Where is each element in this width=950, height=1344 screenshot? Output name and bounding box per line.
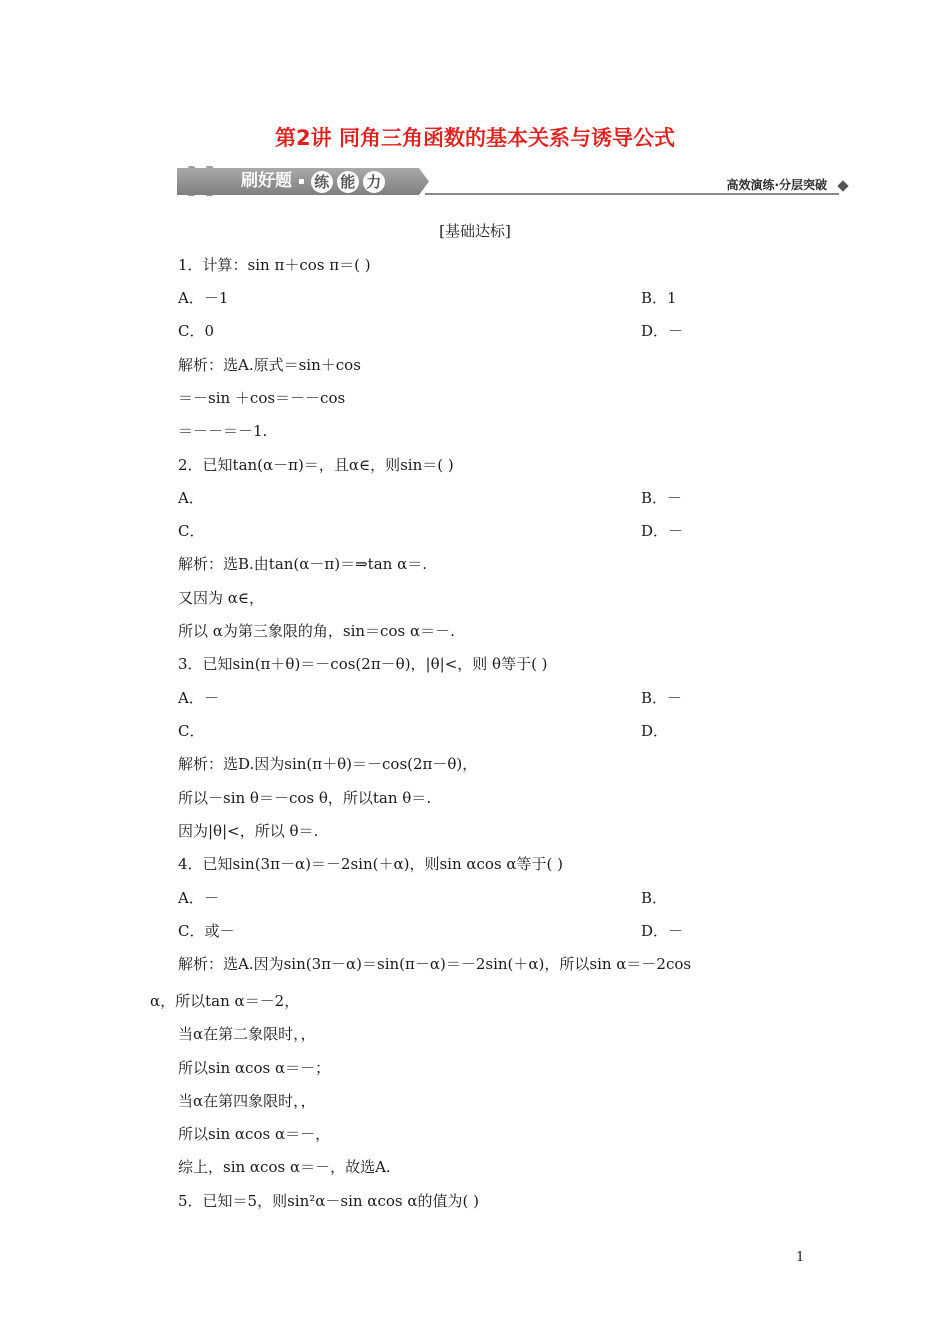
banner-tagline: 高效演练·分层突破: [726, 178, 827, 192]
option-right: D．: [641, 722, 669, 740]
section-heading: [基础达标]: [439, 222, 511, 240]
text-line: 当α在第四象限时，，: [178, 1092, 316, 1110]
option-right: D．－: [641, 522, 684, 540]
text-line: A．－1: [178, 289, 229, 307]
text-line: A．－: [178, 889, 219, 907]
banner-label: [241, 168, 386, 195]
text-line: C．0: [178, 322, 215, 340]
option-right: B．: [641, 889, 668, 907]
diamond-icon: [837, 180, 848, 191]
text-line: 所以－sin θ＝－cos θ，所以tan θ＝.: [178, 789, 432, 807]
text-line: 3．已知sin(π＋θ)＝－cos(2π－θ)，|θ|<，则 θ等于( ): [178, 655, 548, 673]
text-line: C．或－: [178, 922, 235, 940]
text-line: 解析：选A.因为sin(3π－α)＝sin(π－α)＝－2sin(＋α)，所以sin α＝－2cos: [178, 955, 692, 973]
page-title: 第2讲 同角三角函数的基本关系与诱导公式: [275, 126, 675, 150]
text-line: ＝－－＝－1.: [178, 422, 268, 440]
option-right: B．－: [641, 489, 683, 507]
text-line: 综上，sin αcos α＝－，故选A.: [178, 1158, 391, 1176]
banner-dot: ▪: [298, 176, 305, 187]
text-line: 所以 α为第三象限的角，sin＝cos α＝－.: [178, 622, 455, 640]
text-line: 所以sin αcos α＝－；: [178, 1059, 331, 1077]
page-number: 1: [796, 1250, 805, 1265]
option-right: B．1: [641, 289, 677, 307]
text-line: 当α在第二象限时，，: [178, 1025, 316, 1043]
section-banner: [177, 160, 849, 200]
option-right: D．－: [641, 322, 684, 340]
text-line: 所以sin αcos α＝－，: [178, 1125, 331, 1143]
text-line: 5．已知＝5，则sin²α－sin αcos α的值为( ): [178, 1192, 479, 1210]
banner-rule: [425, 193, 839, 195]
text-line: 又因为 α∈，: [178, 589, 265, 607]
text-line: C．: [178, 522, 205, 540]
text-line: C．: [178, 722, 205, 740]
text-line: ＝－sin ＋cos＝－－cos: [178, 389, 346, 407]
text-line: 2．已知tan(α－π)＝，且α∈，则sin＝( ): [178, 456, 454, 474]
banner-char-lian: 练: [311, 171, 333, 193]
banner-char-li: 力: [363, 171, 385, 193]
text-line: 4．已知sin(3π－α)＝－2sin(＋α)，则sin αcos α等于( ): [178, 855, 564, 873]
text-line: 因为|θ|<，所以 θ＝.: [178, 822, 319, 840]
text-line: A．－: [178, 689, 219, 707]
text-line: 解析：选A.原式＝sin＋cos: [178, 356, 361, 374]
text-line: α，所以tan α＝－2，: [150, 992, 300, 1010]
text-line: 解析：选D.因为sin(π＋θ)＝－cos(2π－θ)，: [178, 755, 478, 773]
option-right: B．－: [641, 689, 683, 707]
option-right: D．－: [641, 922, 684, 940]
text-line: 1．计算：sin π＋cos π＝( ): [178, 256, 371, 274]
banner-char-neng: 能: [337, 171, 359, 193]
text-line: A．: [178, 489, 204, 507]
banner-part1: 刷好题: [241, 171, 292, 191]
text-line: 解析：选B.由tan(α－π)＝⇒tan α＝.: [178, 555, 427, 573]
